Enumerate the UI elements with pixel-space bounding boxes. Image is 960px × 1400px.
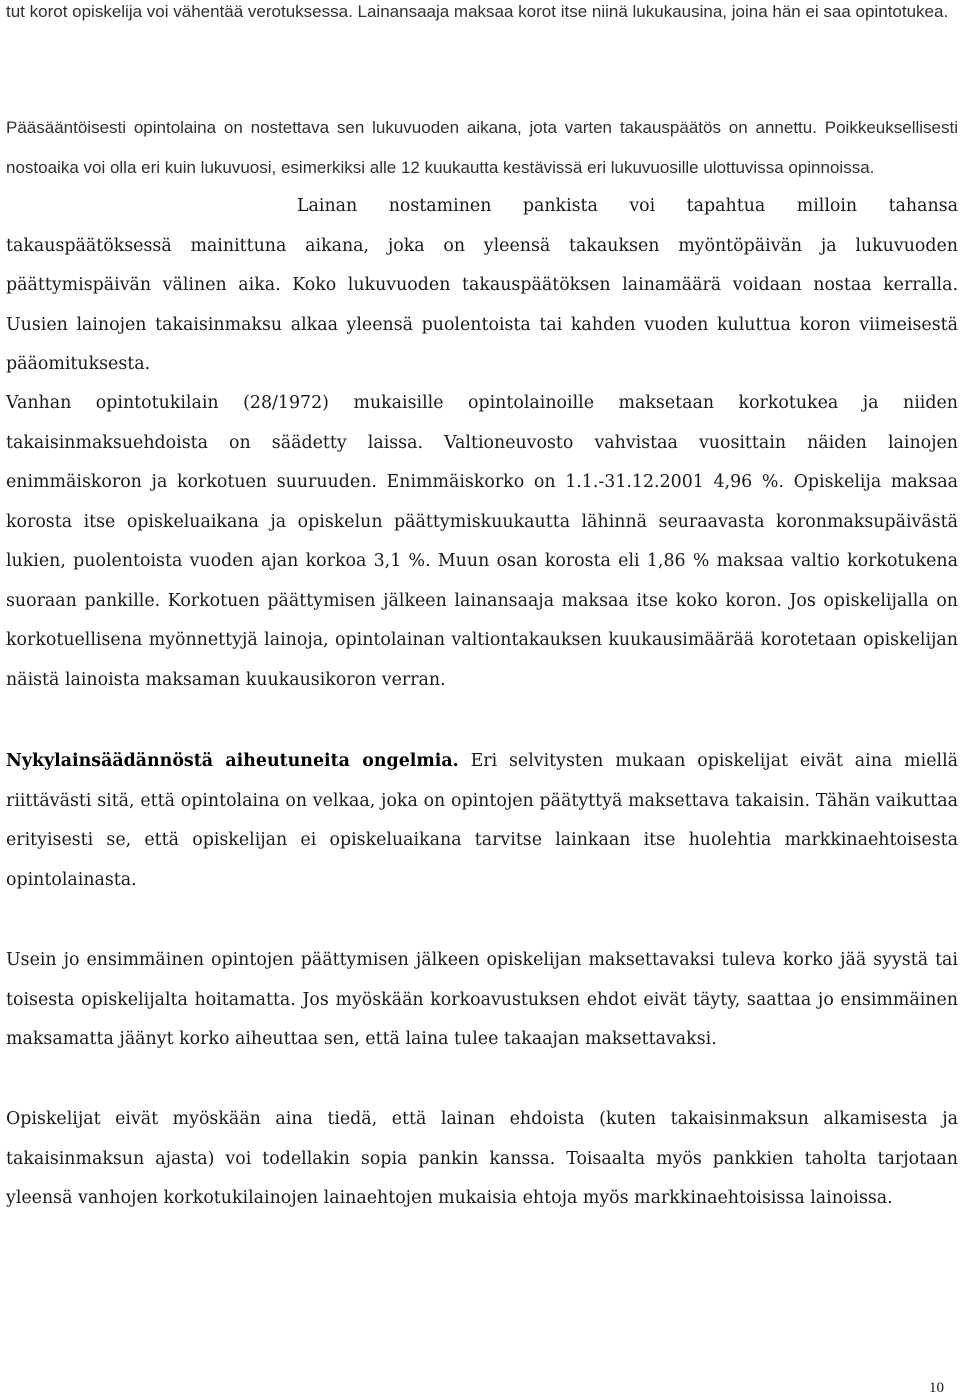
paragraph-4-text: Eri selvitysten mukaan opiskelijat eivät aina miellä riittävästi sitä, että opintolaina on velkaa, joka on opintojen päätyttyä maksettava takaisin. Tähän vaikuttaa erityisesti se, että opiskelijan ei opiskeluaikana tarvitse lainkaan itse huolehtia markkinaehtoisesta opintolainasta. (6, 751, 958, 890)
section-heading: Nykylainsäädännöstä aiheutuneita ongelmia. (6, 751, 459, 771)
paragraph-4 (6, 742, 958, 900)
paragraph-2b (6, 187, 958, 385)
paragraph-6-text: Opiskelijat eivät myöskään aina tiedä, että lainan ehdoista (kuten takaisinmaksun alkamisesta ja takaisinmaksun ajasta) voi todellakin sopia pankin kanssa. Toisaalta myös pankkien taholta tarjotaan yleensä vanhojen korkotukilainojen lainaehtojen mukaisia ehtoja myös markkinaehtoisissa lainoissa. (6, 1109, 958, 1208)
paragraph-5-text: Usein jo ensimmäinen opintojen päättymisen jälkeen opiskelijan maksettavaksi tuleva korko jää syystä tai toisesta opiskelijalta hoitamatta. Jos myöskään korkoavustuksen ehdot eivät täyty, saattaa jo ensimmäinen maksamatta jäänyt korko aiheuttaa sen, että laina tulee takaajan maksettavaksi. (6, 950, 958, 1049)
paragraph-1-text: tut korot opiskelija voi vähentää verotuksessa. Lainansaaja maksaa korot itse niinä lukukausina, joina hän ei saa opintotukea. (6, 2, 949, 21)
paragraph-1 (6, 0, 958, 32)
paragraph-6 (6, 1100, 958, 1219)
paragraph-3-text: Vanhan opintotukilain (28/1972) mukaisille opintolainoille maksetaan korkotukea ja niiden takaisinmaksuehdoista on säädetty laissa. Valtioneuvosto vahvistaa vuosittain näiden lainojen enimmäiskoron ja korkotuen suuruuden. Enimmäiskorko on 1.1.-31.12.2001 4,96 %. Opiskelija maksaa korosta itse opiskeluaikana ja opiskelun päättymiskuukautta lähinnä seuraavasta koronmaksupäivästä lukien, puolentoista vuoden ajan korkoa 3,1 %. Muun osan korosta eli 1,86 % maksaa valtio korkotukena suoraan pankille. Korkotuen päättymisen jälkeen lainansaaja maksaa itse koko koron. Jos opiskelijalla on korkotuellisena myönnettyjä lainoja, opintolainan valtiontakauksen kuukausimäärää korotetaan opiskelijan näistä lainoista maksaman kuukausikoron verran. (6, 393, 958, 690)
paragraph-2a (6, 108, 958, 187)
page-number: 10 (929, 1380, 944, 1396)
paragraph-5 (6, 941, 958, 1060)
paragraph-3 (6, 384, 958, 700)
paragraph-2b-text: Lainan nostaminen pankista voi tapahtua milloin tahansa takauspäätöksessä mainittuna aikana, joka on yleensä takauksen myöntöpäivän ja lukuvuoden päättymispäivän välinen aika. Koko lukuvuoden takauspäätöksen lainamäärä voidaan nostaa kerralla. Uusien lainojen takaisinmaksu alkaa yleensä puolentoista tai kahden vuoden kuluttua koron viimeisestä pääomituksesta. (6, 196, 958, 374)
paragraph-2a-text: Pääsääntöisesti opintolaina on nostettava sen lukuvuoden aikana, jota varten takauspäätös on annettu. Poikkeuksellisesti nostoaika voi olla eri kuin lukuvuosi, esimerkiksi alle 12 kuukautta kestävissä eri lukuvuosille ulottuvissa opinnoissa. (6, 118, 958, 177)
